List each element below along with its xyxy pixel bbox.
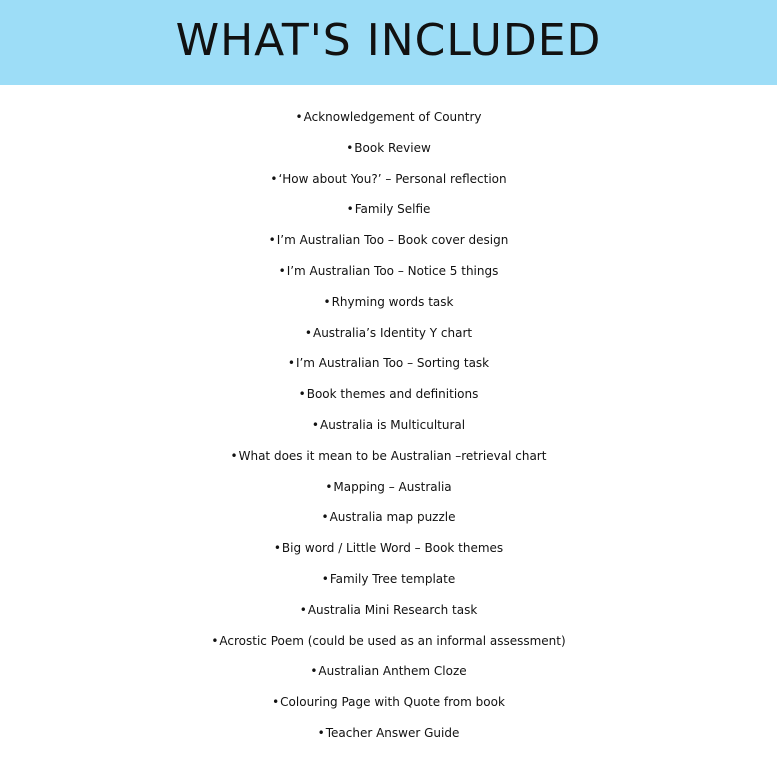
list-item-label: Australia is Multicultural [319,417,466,432]
list-item-label: Book Review [354,140,431,155]
bullet-icon: • [272,695,280,710]
list-item [0,533,777,564]
included-items-list [0,102,777,749]
bullet-icon: • [230,448,238,463]
list-item [0,441,777,472]
list-item [0,595,777,626]
list-item-label: Mapping – Australia [333,479,452,494]
list-item-label: Australia map puzzle [329,510,456,525]
list-item [0,164,777,195]
header-band [0,0,777,85]
list-item-label: I’m Australian Too – Sorting task [295,356,490,371]
list-item-label: Australia Mini Research task [307,602,478,617]
bullet-icon: • [325,479,333,494]
bullet-icon: • [310,664,318,679]
list-item [0,656,777,687]
list-item-label: Acrostic Poem (could be used as an informal assessment) [219,633,566,648]
list-item [0,379,777,410]
list-item [0,256,777,287]
bullet-icon: • [295,110,303,124]
bullet-icon: • [311,417,319,432]
list-item-label: Colouring Page with Quote from book [280,695,505,710]
bullet-icon: • [323,294,331,309]
bullet-icon: • [268,233,276,248]
list-item-label: Australian Anthem Cloze [318,664,467,679]
list-item-label: I’m Australian Too – Notice 5 things [286,263,499,278]
list-item-label: I’m Australian Too – Book cover design [276,233,509,248]
bullet-icon: • [346,202,354,217]
list-item [0,626,777,657]
bullet-icon: • [346,140,354,155]
bullet-icon: • [278,263,286,278]
list-item-label: Acknowledgement of Country [303,110,482,124]
list-item [0,472,777,503]
list-item [0,318,777,349]
bullet-icon: • [273,541,281,556]
list-item [0,718,777,749]
bullet-icon: • [211,633,219,648]
list-item-label: Rhyming words task [331,294,454,309]
list-item-label: Australia’s Identity Y chart [312,325,473,340]
list-item-label: Big word / Little Word – Book themes [281,541,504,556]
list-item [0,194,777,225]
page-title: WHAT'S INCLUDED [175,15,602,66]
list-item [0,502,777,533]
list-item [0,564,777,595]
bullet-icon: • [298,387,306,402]
bullet-icon: • [304,325,312,340]
list-item [0,687,777,718]
list-item [0,348,777,379]
list-item-label: What does it mean to be Australian –retrieval chart [238,448,547,463]
bullet-icon: • [270,171,278,186]
list-item-label: Teacher Answer Guide [325,725,460,740]
list-item-label: Family Selfie [354,202,431,217]
list-item-label: Book themes and definitions [306,387,479,402]
bullet-icon: • [317,725,325,740]
list-item [0,225,777,256]
list-item-label: Family Tree template [329,571,456,586]
list-item [0,102,777,133]
bullet-icon: • [321,571,329,586]
list-item [0,410,777,441]
bullet-icon: • [287,356,295,371]
list-item [0,133,777,164]
bullet-icon: • [321,510,329,525]
bullet-icon: • [299,602,307,617]
list-item-label: ‘How about You?’ – Personal reflection [278,171,507,186]
list-item [0,287,777,318]
